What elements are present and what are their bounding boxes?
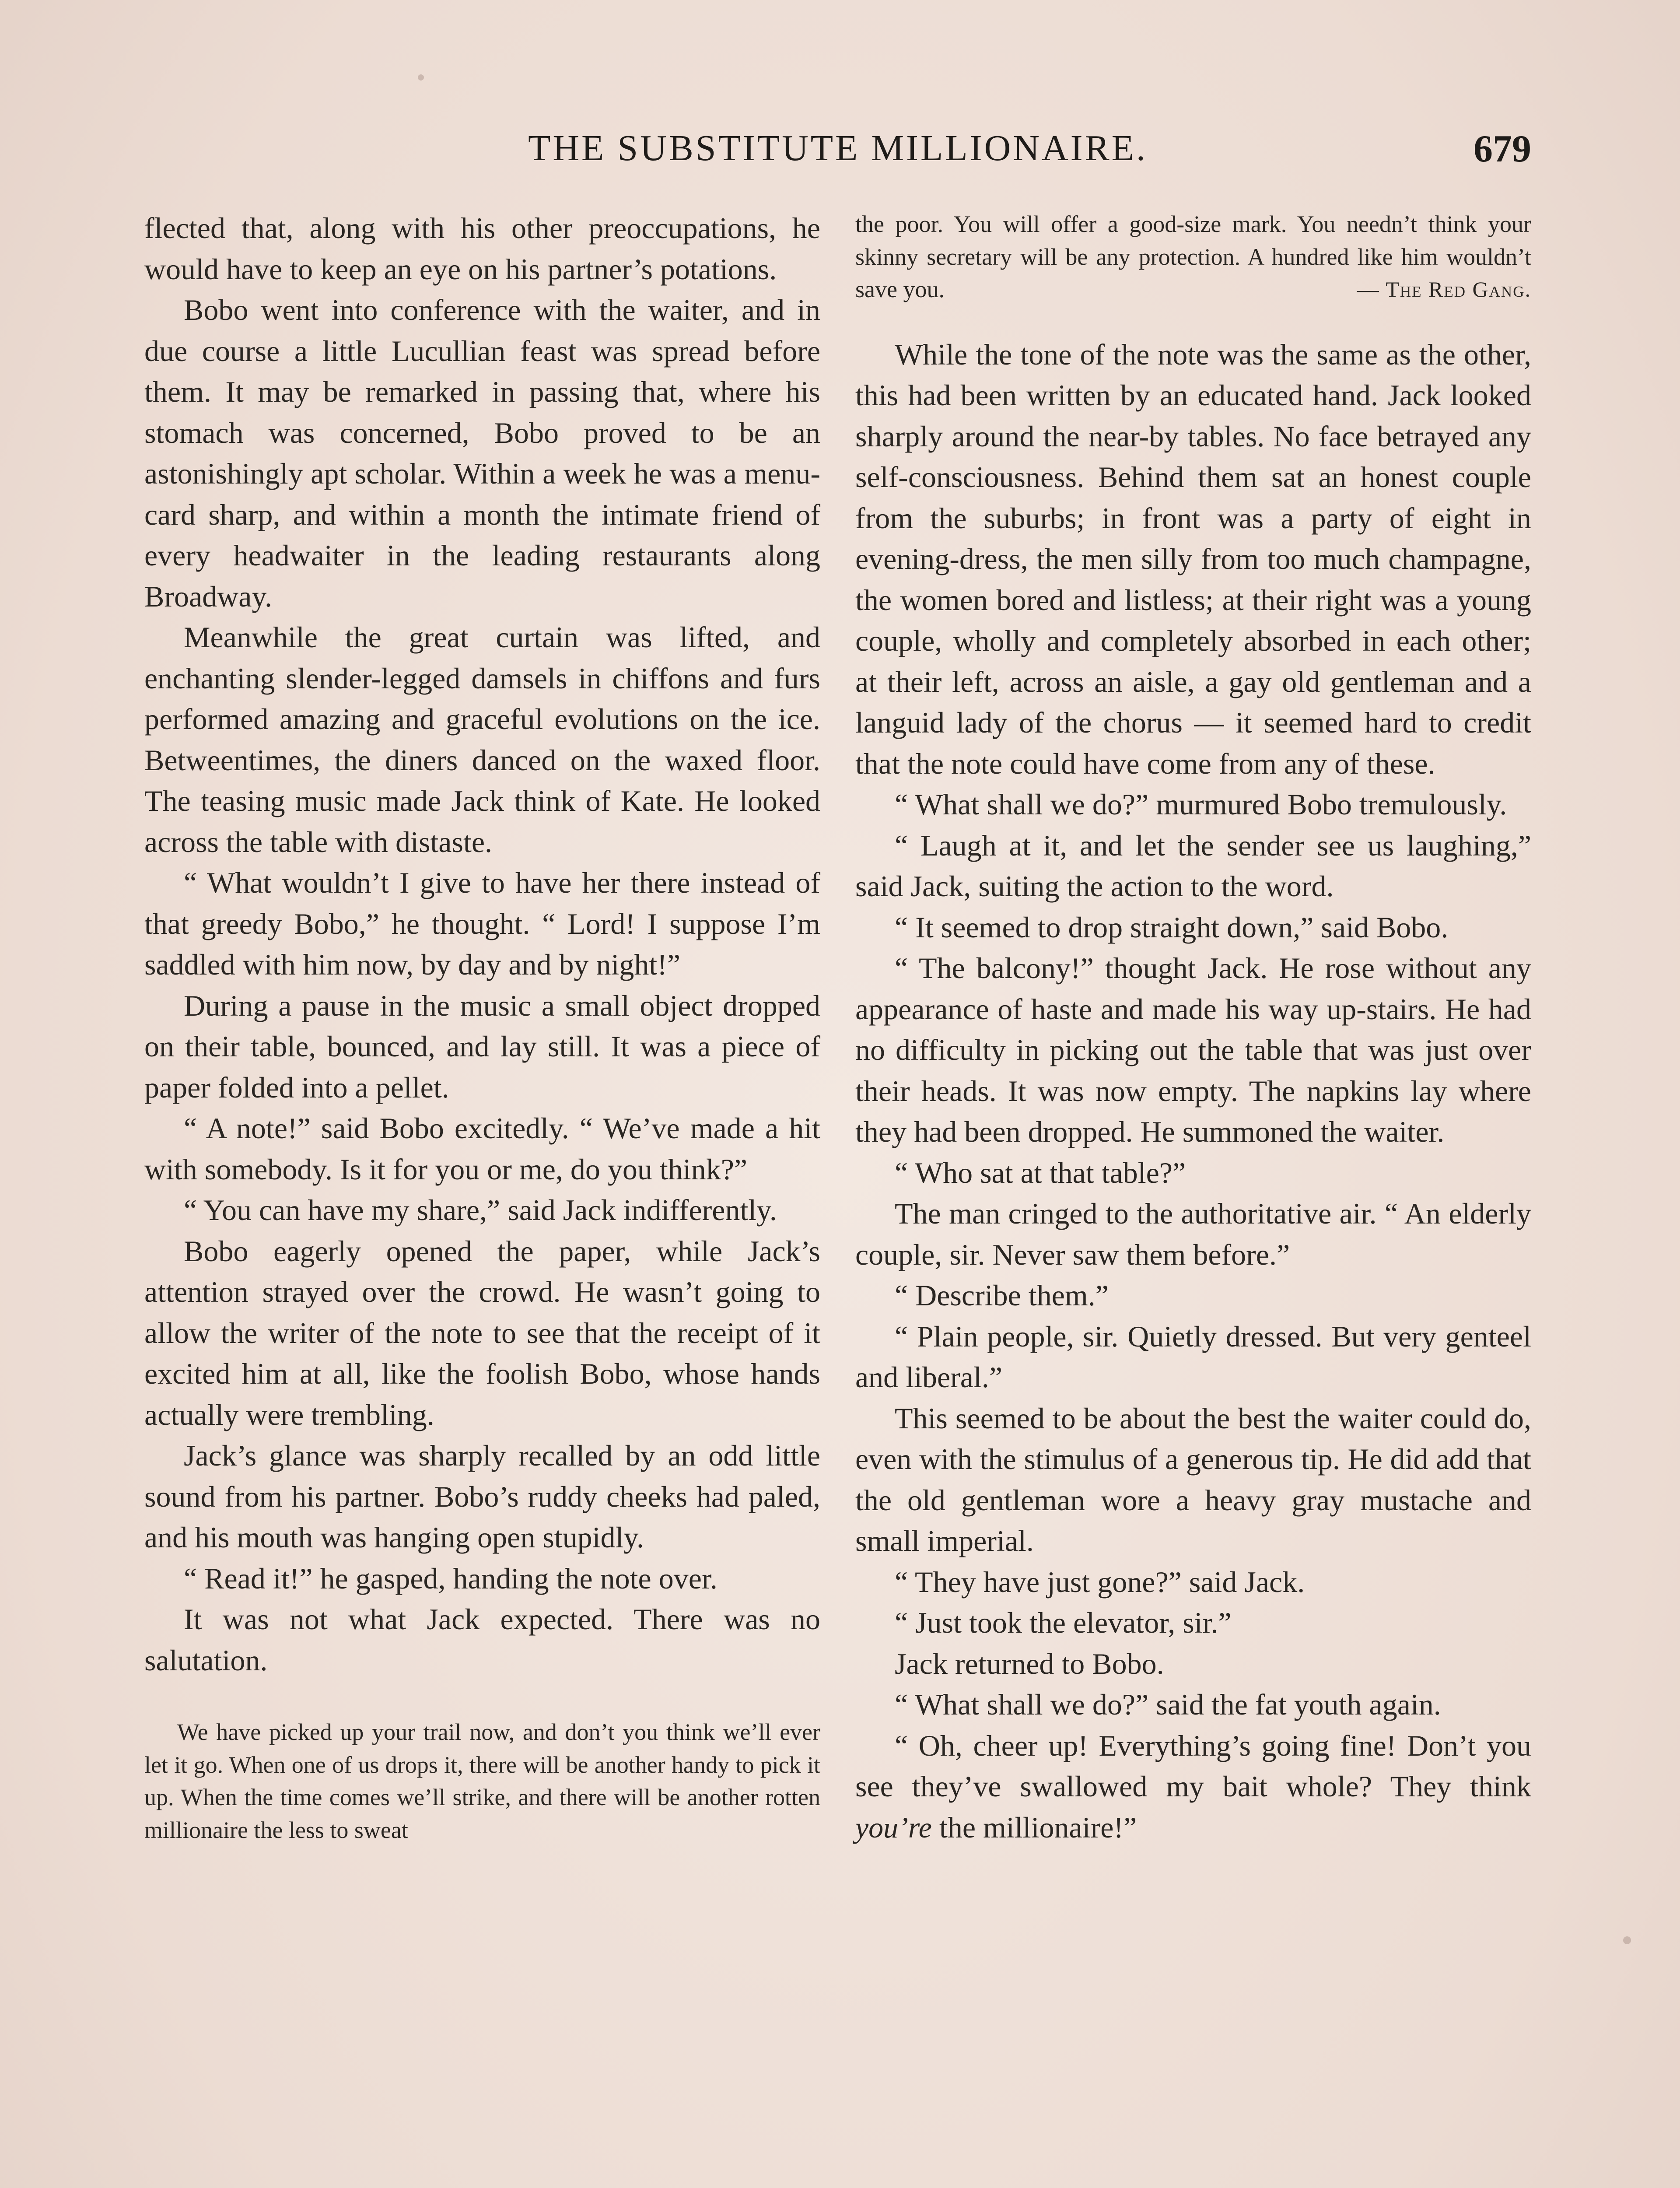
paragraph: “ It seemed to drop straight down,” said Bobo. xyxy=(895,910,1449,944)
final-paragraph-start: “ Oh, cheer up! Everything’s going fine! Don’t you see they’ve swallowed my bait whole? They think xyxy=(855,1729,1531,1803)
paragraph: Jack’s glance was sharply recalled by an odd little sound from his partner. Bobo’s ruddy cheeks had paled, and his mouth was hanging open stupidly. xyxy=(144,1439,820,1554)
paragraph: Meanwhile the great curtain was lifted, and enchanting slender-legged damsels in chiffons and furs performed amazing and graceful evolutions on the ice. Betweentimes, the diners danced on the waxed floor. The teasing music made Jack think of Kate. He looked across the table with distaste. xyxy=(144,621,820,859)
left-column xyxy=(144,208,820,1846)
paragraph: “ They have just gone?” said Jack. xyxy=(895,1565,1305,1599)
final-paragraph xyxy=(855,1725,1531,1848)
paragraph: Bobo eagerly opened the paper, while Jack’s attention strayed over the crowd. He wasn’t going to allow the writer of the note to see that the receipt of it excited him at all, like the foolish Bobo, whose hands actually were trembling. xyxy=(144,1234,820,1431)
paragraph: “ Laugh at it, and let the sender see us laughing,” said Jack, suiting the action to the word. xyxy=(855,828,1531,903)
paragraph: While the tone of the note was the same as the other, this had been written by an educated hand. Jack looked sharply around the near-by tables. No face betrayed any self-consciousness. Behind them sat an honest couple from the suburbs; in front was a party of eight in evening-dress, the men silly from too much champagne, the women bored and listless; at their right was a young couple, wholly and completely absorbed in each other; at their left, across an aisle, a gay old gentleman and a languid lady of the chorus — it seemed hard to credit that the note could have come from any of these. xyxy=(855,337,1531,780)
paragraph: “ Read it!” he gasped, handing the note over. xyxy=(184,1561,718,1595)
paragraph: “ Just took the elevator, sir.” xyxy=(895,1606,1232,1639)
paragraph: During a pause in the music a small object dropped on their table, bounced, and lay still. It was a piece of paper folded into a pellet. xyxy=(144,989,820,1104)
paragraph: “ What shall we do?” said the fat youth again. xyxy=(895,1688,1441,1721)
paragraph: “ What wouldn’t I give to have her there instead of that greedy Bobo,” he thought. “ Lord! I suppose I’m saddled with him now, by day and by night!” xyxy=(144,866,820,981)
final-paragraph-end: the millionaire!” xyxy=(931,1810,1137,1844)
paragraph: Jack returned to Bobo. xyxy=(895,1647,1164,1680)
paragraph: flected that, along with his other preoccupations, he would have to keep an eye on his partner’s potations. xyxy=(144,211,820,286)
threat-note-text xyxy=(855,208,1531,306)
paper-fleck xyxy=(1623,1936,1631,1944)
threat-note-continued xyxy=(855,208,1531,334)
right-column xyxy=(855,208,1531,1848)
emphasized-word: you’re xyxy=(855,1810,932,1844)
paragraph: “ The balcony!” thought Jack. He rose without any appearance of haste and made his way up-stairs. He had no difficulty in picking out the table that was just over their heads. It was now empty. The napkins lay where they had been dropped. He summoned the waiter. xyxy=(855,951,1531,1148)
page-header xyxy=(144,127,1531,184)
page-number: 679 xyxy=(1474,128,1531,170)
paragraph: Bobo went into conference with the waiter, and in due course a little Lucullian feast was spread before them. It may be remarked in passing that, where his stomach was concerned, Bobo proved to be an astonishingly apt scholar. Within a week he was a menu-card sharp, and within a month the intimate friend of every headwaiter in the leading restaurants along Broadway. xyxy=(144,293,820,613)
threat-note xyxy=(144,1716,820,1846)
paragraph: “ A note!” said Bobo excitedly. “ We’ve made a hit with somebody. Is it for you or me, do you think?” xyxy=(144,1112,820,1186)
paragraph: “ You can have my share,” said Jack indifferently. xyxy=(184,1193,777,1227)
paragraph: “ What shall we do?” murmured Bobo tremulously. xyxy=(895,788,1507,821)
paragraph: “ Plain people, sir. Quietly dressed. But very genteel and liberal.” xyxy=(855,1319,1531,1394)
running-title: THE SUBSTITUTE MILLIONAIRE. xyxy=(528,128,1148,168)
paragraph: The man cringed to the authoritative air. “ An elderly couple, sir. Never saw them before.” xyxy=(855,1197,1531,1271)
paragraph: This seemed to be about the best the waiter could do, even with the stimulus of a generous tip. He did add that the old gentleman wore a heavy gray mustache and small imperial. xyxy=(855,1401,1531,1557)
threat-note-continued-text: the poor. You will offer a good-size mark. You needn’t think your skinny secretary will be any protection. A hundred like him wouldn’t save you. xyxy=(855,211,1531,302)
paragraph: “ Who sat at that table?” xyxy=(895,1156,1186,1189)
paragraph: “ Describe them.” xyxy=(895,1279,1109,1312)
note-signature: — The Red Gang. xyxy=(1357,277,1531,302)
paragraph: It was not what Jack expected. There was no salutation. xyxy=(144,1602,820,1677)
paper-fleck xyxy=(418,74,424,81)
threat-note-text: We have picked up your trail now, and don’t you think we’ll ever let it go. When one of us drops it, there will be another handy to pick it up. When the time comes we’ll strike, and there will be another rotten millionaire the less to sweat xyxy=(144,1719,820,1843)
